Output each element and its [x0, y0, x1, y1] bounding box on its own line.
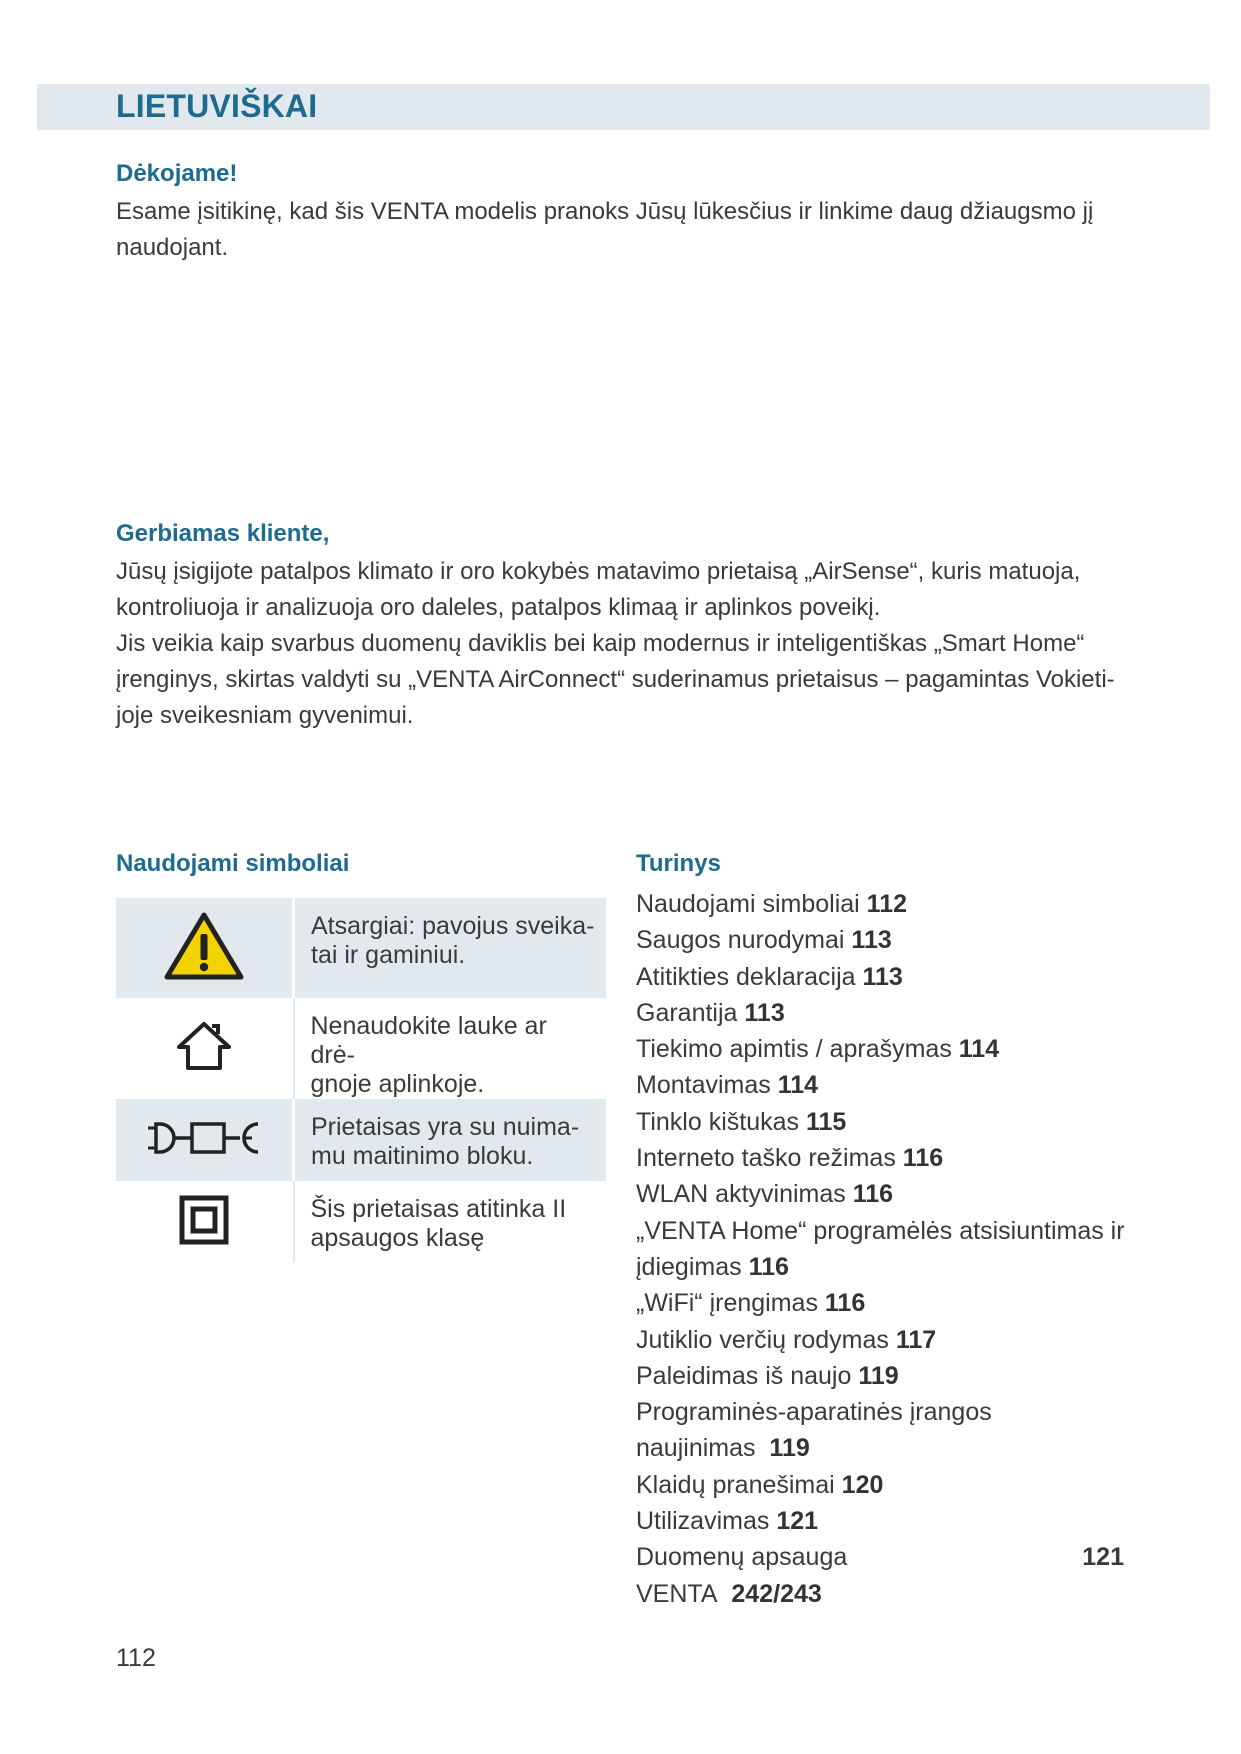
toc-entry[interactable] — [636, 1285, 1156, 1321]
toc-entry[interactable] — [636, 1394, 1156, 1467]
symbols-table — [116, 898, 606, 1263]
customer-line: kontroliuoja ir analizuoja oro daleles, patalpos klimaą ir aplinkos poveikį. — [116, 594, 881, 621]
toc-entry[interactable] — [636, 1031, 1156, 1067]
toc-page-number: 113 — [744, 998, 785, 1027]
toc-entry-text: Naudojami simboliai — [636, 890, 860, 918]
toc-entry-text: Tinklo kištukas — [636, 1107, 800, 1136]
thanks-line: naudojant. — [116, 234, 229, 261]
toc-entry[interactable] — [636, 1104, 1156, 1140]
symbol-text-line: Šis prietaisas atitinka II — [310, 1195, 567, 1223]
toc-page-number: 113 — [851, 926, 892, 955]
symbol-row — [116, 1181, 606, 1263]
toc-page-number: 117 — [895, 1325, 937, 1354]
page-number: 112 — [116, 1644, 156, 1672]
symbol-text-line: Prietaisas yra su nuima- — [311, 1113, 580, 1141]
toc-entry[interactable] — [636, 1467, 1156, 1503]
toc-entry[interactable] — [636, 1176, 1156, 1212]
symbol-icon-cell — [116, 1099, 294, 1181]
toc-entry[interactable] — [636, 922, 1156, 958]
page-title: LIETUVIŠKAI — [116, 88, 318, 124]
toc-entry[interactable] — [636, 1140, 1156, 1176]
symbol-row — [116, 898, 606, 998]
symbol-text-line: gnoje aplinkoje. — [310, 1070, 485, 1098]
toc-entry-text: Garantija — [636, 998, 738, 1027]
toc-page-number: 120 — [841, 1470, 884, 1499]
toc-entry[interactable] — [636, 886, 1156, 922]
symbol-icon-cell — [116, 898, 294, 998]
toc-entry-text: Montavimas — [636, 1071, 771, 1100]
toc-page-number: 115 — [805, 1107, 847, 1136]
toc-entry[interactable] — [636, 1213, 1156, 1249]
symbol-text-line: mu maitinimo bloku. — [311, 1142, 534, 1170]
toc-page-number: 242/243 — [731, 1579, 822, 1608]
symbol-text-line: apsaugos klasę — [310, 1224, 485, 1252]
symbol-row — [116, 1099, 606, 1181]
toc-entry-text: WLAN aktyvinimas — [636, 1180, 846, 1209]
toc-page-number: 121 — [1082, 1543, 1124, 1572]
toc-entry-text: Utilizavimas — [636, 1507, 770, 1536]
symbol-text-cell — [294, 898, 607, 998]
table-of-contents — [636, 886, 1156, 1612]
power-supply-icon — [146, 1118, 262, 1158]
toc-page-number: 116 — [902, 1144, 944, 1173]
toc-page-number: 113 — [862, 962, 903, 991]
toc-page-number: 114 — [777, 1071, 819, 1100]
toc-page-number: 119 — [769, 1434, 810, 1463]
toc-page-number: 114 — [958, 1035, 1000, 1064]
toc-page-number: 116 — [748, 1252, 789, 1281]
symbol-text-line: tai ir gaminiui. — [311, 941, 466, 969]
toc-entry-text: „VENTA Home“ programėlės atsisiuntimas ir — [636, 1216, 1125, 1245]
symbol-icon-cell — [116, 998, 294, 1099]
symbol-text-cell — [294, 1181, 607, 1263]
toc-page-number: 112 — [866, 890, 908, 918]
thanks-heading: Dėkojame! — [116, 160, 238, 187]
house-icon — [174, 1020, 234, 1072]
customer-line: įrenginys, skirtas valdyti su „VENTA AirConnect“ suderinamus prietaisus – pagamintas Vokieti- — [116, 666, 1115, 693]
toc-entry[interactable] — [636, 1249, 1156, 1285]
toc-entry[interactable] — [636, 1576, 1156, 1612]
warning-triangle-icon — [163, 910, 245, 982]
customer-heading: Gerbiamas kliente, — [116, 520, 330, 547]
toc-entry[interactable] — [636, 1322, 1156, 1358]
toc-entry-text: Interneto taško režimas — [636, 1144, 896, 1173]
toc-entry-text: VENTA — [636, 1579, 718, 1608]
symbol-text-cell — [294, 1099, 607, 1181]
symbol-row — [116, 998, 606, 1099]
toc-entry[interactable] — [636, 959, 1156, 995]
double-square-icon — [178, 1194, 230, 1246]
symbol-text-line: Nenaudokite lauke ar drė- — [310, 1012, 547, 1069]
toc-entry-text: Paleidimas iš naujo — [636, 1361, 852, 1390]
toc-page-number: 121 — [776, 1507, 819, 1536]
customer-line: joje sveikesniam gyvenimui. — [116, 702, 414, 729]
customer-line: Jis veikia kaip svarbus duomenų daviklis bei kaip modernus ir inteligentiškas „Smart Home“ — [116, 630, 1085, 657]
contents-heading: Turinys — [636, 850, 721, 877]
toc-entry-text: „WiFi“ įrengimas — [636, 1289, 818, 1318]
thanks-paragraph — [116, 194, 1116, 266]
toc-entry-text: Atitikties deklaracija — [636, 962, 856, 991]
toc-entry-text: Klaidų pranešimai — [636, 1470, 835, 1499]
toc-entry-text: Jutiklio verčių rodymas — [636, 1325, 889, 1354]
toc-entry-text: Saugos nurodymai — [636, 926, 845, 955]
toc-entry-text: Duomenų apsauga — [636, 1543, 848, 1572]
symbol-text-cell — [294, 998, 607, 1099]
customer-line: Jūsų įsigijote patalpos klimato ir oro kokybės matavimo prietaisą „AirSense“, kuris matuoja, — [116, 558, 1081, 585]
customer-paragraph — [116, 554, 1116, 734]
toc-entry[interactable] — [636, 1539, 1156, 1575]
symbol-text-line: Atsargiai: pavojus sveika- — [311, 912, 595, 940]
toc-entry-text: Programinės-aparatinės įrangos naujinimas — [636, 1398, 992, 1463]
thanks-line: Esame įsitikinę, kad šis VENTA modelis pranoks Jūsų lūkesčius ir linkime daug džiaugsmo jį — [116, 198, 1094, 225]
toc-page-number: 116 — [852, 1180, 894, 1209]
toc-entry-text: įdiegimas — [636, 1252, 742, 1281]
toc-entry[interactable] — [636, 1358, 1156, 1394]
toc-entry[interactable] — [636, 1067, 1156, 1103]
symbol-icon-cell — [116, 1181, 294, 1263]
toc-entry-text: Tiekimo apimtis / aprašymas — [636, 1035, 952, 1064]
toc-page-number: 119 — [858, 1361, 899, 1390]
toc-page-number: 116 — [824, 1289, 866, 1318]
toc-entry[interactable] — [636, 1503, 1156, 1539]
toc-entry[interactable] — [636, 995, 1156, 1031]
symbols-heading: Naudojami simboliai — [116, 850, 350, 877]
